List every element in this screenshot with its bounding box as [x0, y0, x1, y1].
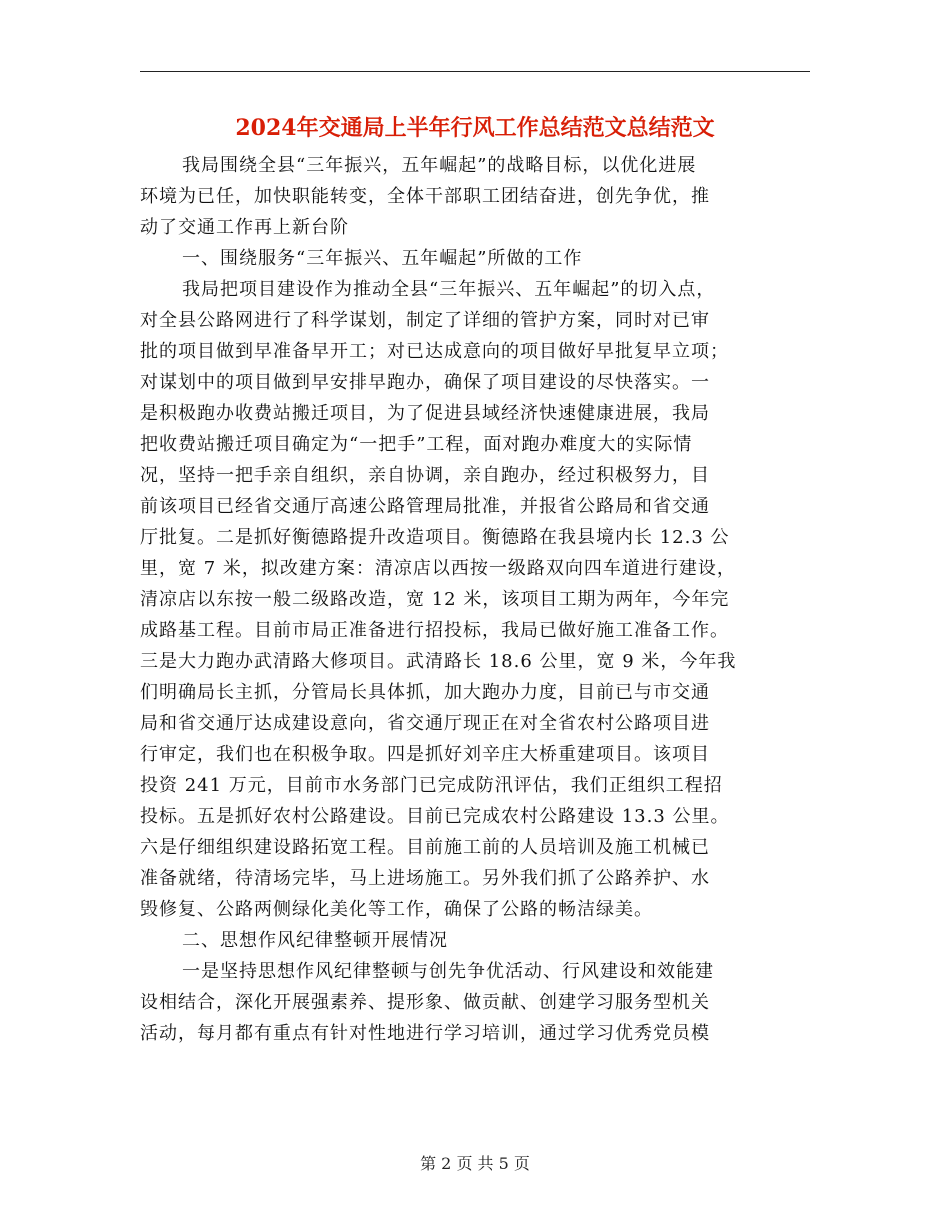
body-line: 设相结合，深化开展强素养、提形象、做贡献、创建学习服务型机关 — [140, 992, 710, 1013]
body-line: 对谋划中的项目做到早安排早跑办，确保了项目建设的尽快落实。一 — [140, 372, 710, 393]
body-line: 我局围绕全县“三年振兴，五年崛起”的战略目标，以优化进展 — [182, 155, 697, 176]
body-line: 六是仔细组织建设路拓宽工程。目前施工前的人员培训及施工机械已 — [140, 837, 710, 858]
body-line: 投资 241 万元，目前市水务部门已完成防汛评估，我们正组织工程招 — [140, 775, 723, 796]
body-line: 对全县公路网进行了科学谋划，制定了详细的管护方案，同时对已审 — [140, 310, 710, 331]
body-line: 前该项目已经省交通厅高速公路管理局批准，并报省公路局和省交通 — [140, 496, 710, 517]
body-line: 一是坚持思想作风纪律整顿与创先争优活动、行风建设和效能建 — [182, 961, 714, 982]
body-line: 是积极跑办收费站搬迁项目，为了促进县域经济快速健康进展，我局 — [140, 403, 710, 424]
body-line: 况，坚持一把手亲自组织，亲自协调，亲自跑办，经过积极努力，目 — [140, 465, 710, 486]
body-line: 准备就绪，待清场完毕，马上进场施工。另外我们抓了公路养护、水 — [140, 868, 710, 889]
body-line: 三是大力跑办武清路大修项目。武清路长 18.6 公里，宽 9 米，今年我 — [140, 651, 737, 672]
body-line: 环境为已任，加快职能转变，全体干部职工团结奋进，创先争优，推 — [140, 186, 710, 207]
body-line: 二、思想作风纪律整顿开展情况 — [182, 930, 448, 951]
body-line: 局和省交通厅达成建设意向，省交通厅现正在对全省农村公路项目进 — [140, 713, 710, 734]
body-line: 清凉店以东按一般二级路改造，宽 12 米，该项目工期为两年，今年完 — [140, 589, 730, 610]
page-footer: 第 2 页 共 5 页 — [420, 1154, 530, 1173]
body-line: 活动，每月都有重点有针对性地进行学习培训，通过学习优秀党员模 — [140, 1023, 710, 1044]
body-line: 我局把项目建设作为推动全县“三年振兴、五年崛起”的切入点， — [182, 279, 716, 300]
body-line: 一、围绕服务“三年振兴、五年崛起”所做的工作 — [182, 248, 583, 269]
body-line: 动了交通工作再上新台阶 — [140, 217, 349, 238]
body-line: 里，宽 7 米，拟改建方案：清凉店以西按一级路双向四车道进行建设， — [140, 558, 736, 579]
header-rule — [140, 71, 810, 72]
body-line: 厅批复。二是抓好衡德路提升改造项目。衡德路在我县境内长 12.3 公 — [140, 527, 730, 548]
body-line: 毁修复、公路两侧绿化美化等工作，确保了公路的畅洁绿美。 — [140, 899, 653, 920]
document-title: 2024年交通局上半年行风工作总结范文总结范文 — [235, 115, 715, 141]
body-line: 投标。五是抓好农村公路建设。目前已完成农村公路建设 13.3 公里。 — [140, 806, 730, 827]
body-line: 把收费站搬迁项目确定为“一把手”工程，面对跑办难度大的实际情 — [140, 434, 693, 455]
body-line: 们明确局长主抓，分管局长具体抓，加大跑办力度，目前已与市交通 — [140, 682, 710, 703]
document-body — [140, 150, 810, 1049]
body-line: 批的项目做到早准备早开工；对已达成意向的项目做好早批复早立项； — [140, 341, 729, 362]
body-line: 成路基工程。目前市局正准备进行招投标，我局已做好施工准备工作。 — [140, 620, 729, 641]
body-line: 行审定，我们也在积极争取。四是抓好刘辛庄大桥重建项目。该项目 — [140, 744, 710, 765]
